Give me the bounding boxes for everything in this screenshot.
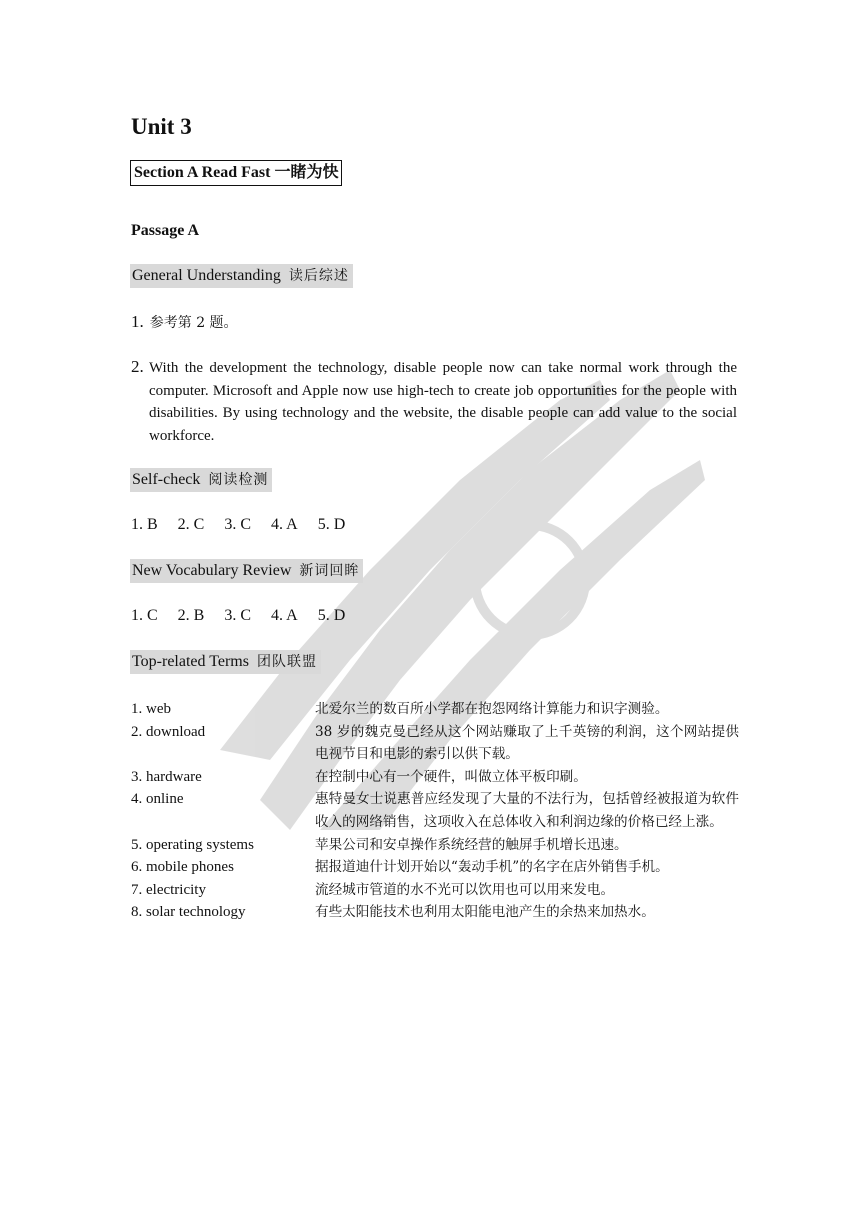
term-en: 7. electricity xyxy=(131,881,206,898)
term-zh: 据报道迪什计划开始以“轰动手机”的名字在店外销售手机。 xyxy=(315,859,669,876)
answer: 5. D xyxy=(317,516,346,533)
term-zh: 有些太阳能技术也利用太阳能电池产生的余热来加热水。 xyxy=(315,904,655,921)
item-text: 参考第 2 题。 xyxy=(149,315,238,331)
answer: 3. C xyxy=(224,516,252,533)
term-en: 4. online xyxy=(131,791,184,808)
item-text: With the development the technology, disable people now can take normal work through the computer. Microsoft and Apple now use high-tech to create job opportunities for the people with disabilities. By using technology and the website, the disable people can add value to the social workforce. xyxy=(149,360,737,444)
heading-cn: 团队联盟 xyxy=(256,654,317,670)
answer: 4. A xyxy=(271,607,298,624)
heading-en: New Vocabulary Review xyxy=(132,562,292,579)
item-number: 1. xyxy=(131,312,144,331)
term-row xyxy=(131,901,741,924)
answer: 2. B xyxy=(177,607,205,624)
term-en: 6. mobile phones xyxy=(131,859,234,876)
heading-cn: 新词回眸 xyxy=(299,563,360,579)
terms-list xyxy=(131,698,741,924)
heading-en: General Understanding xyxy=(132,267,281,284)
term-en: 5. operating systems xyxy=(131,836,254,853)
general-item-2 xyxy=(131,356,737,447)
answer: 1. C xyxy=(131,607,158,624)
term-row xyxy=(131,879,741,902)
term-zh: 北爱尔兰的数百所小学都在抱怨网络计算能力和识字测验。 xyxy=(315,701,669,717)
term-en: 8. solar technology xyxy=(131,904,246,921)
terms-heading xyxy=(130,650,321,674)
general-understanding-heading xyxy=(130,264,353,288)
term-zh: 38 岁的魏克曼已经从这个网站赚取了上千英镑的利润，这个网站提供电视节目和电影的索引以供下载。 xyxy=(315,723,739,763)
vocab-review-answers xyxy=(131,607,365,625)
heading-cn: 读后综述 xyxy=(288,268,349,284)
term-zh: 苹果公司和安卓操作系统经营的触屏手机增长迅速。 xyxy=(315,836,628,853)
term-row xyxy=(131,856,741,879)
answer: 5. D xyxy=(317,607,346,624)
term-en: 2. download xyxy=(131,723,206,740)
answer: 4. A xyxy=(271,516,298,533)
term-zh: 在控制中心有一个硬件，叫做立体平板印刷。 xyxy=(315,768,587,785)
term-row xyxy=(131,721,741,766)
term-en: 3. hardware xyxy=(131,768,202,785)
term-zh: 流经城市管道的水不光可以饮用也可以用来发电。 xyxy=(315,881,615,898)
heading-en: Top-related Terms xyxy=(132,653,249,670)
self-check-heading xyxy=(130,468,272,492)
term-row xyxy=(131,834,741,857)
term-row xyxy=(131,766,741,789)
heading-cn: 阅读检测 xyxy=(208,472,269,488)
section-title: Section A Read Fast 一睹为快 xyxy=(130,160,342,186)
answer: 3. C xyxy=(224,607,252,624)
general-item-1 xyxy=(131,312,238,332)
self-check-answers xyxy=(131,516,365,534)
passage-title: Passage A xyxy=(131,222,199,239)
unit-title: Unit 3 xyxy=(131,114,192,139)
heading-en: Self-check xyxy=(132,471,201,488)
term-en: 1. web xyxy=(131,701,171,717)
term-zh: 惠特曼女士说惠普应经发现了大量的不法行为，包括曾经被报道为软件收入的网络销售，这项收入在总体收入和利润边缘的价格已经上涨。 xyxy=(315,791,739,830)
vocab-review-heading xyxy=(130,559,363,583)
item-number: 2. xyxy=(131,357,144,376)
answer: 2. C xyxy=(177,516,205,533)
term-row xyxy=(131,788,741,833)
term-row xyxy=(131,698,741,721)
answer: 1. B xyxy=(131,516,158,533)
